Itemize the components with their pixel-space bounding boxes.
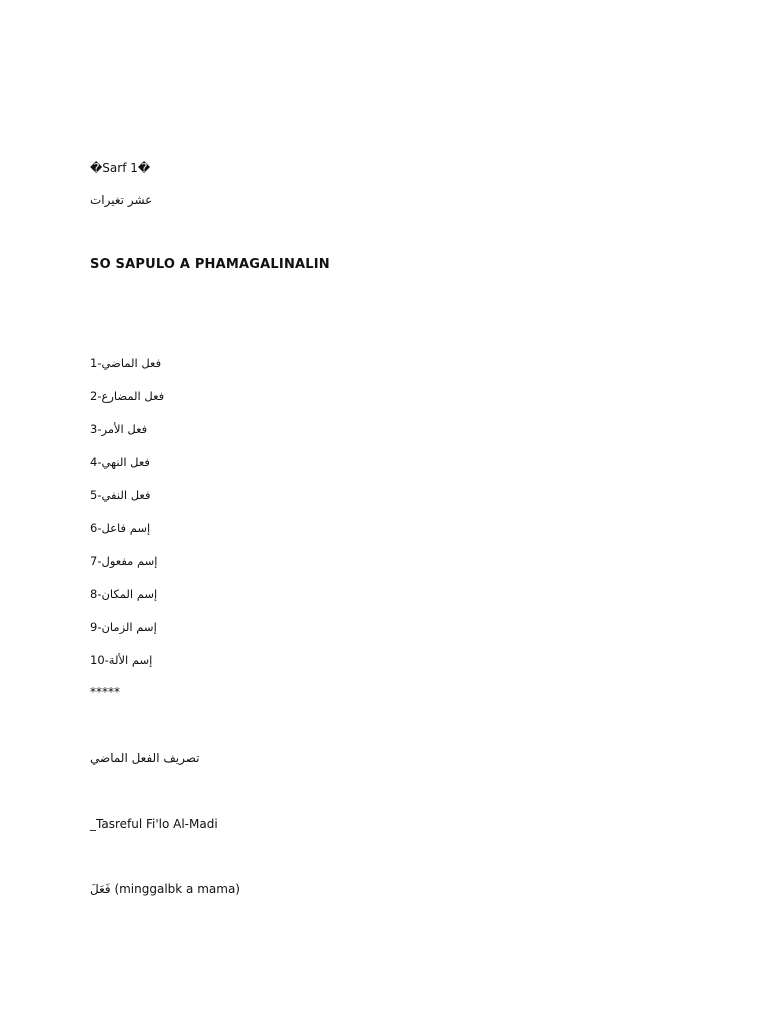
section-title-latin: _Tasreful Fi'lo Al-Madi: [90, 817, 218, 831]
page-heading: SO SAPULO A PHAMAGALINALIN: [90, 257, 330, 272]
list-item: 10-إسم الألة: [90, 653, 153, 667]
verb-example: فَعَلَ (minggalbk a mama): [90, 882, 240, 896]
separator: *****: [90, 685, 120, 699]
section-title-arabic: تصريف الفعل الماضي: [90, 751, 200, 765]
list-item: 1-فعل الماضي: [90, 356, 162, 370]
subject-line: �Sarf 1�: [90, 161, 151, 175]
list-item: 2-فعل المضارع: [90, 389, 165, 403]
list-item: 6-إسم فاعل: [90, 521, 151, 535]
list-item: 4-فعل النهي: [90, 455, 150, 469]
list-item: 3-فعل الأمر: [90, 422, 148, 436]
list-item: 9-إسم الزمان: [90, 620, 157, 634]
arabic-subtitle: عشر تغيرات: [90, 193, 153, 207]
list-item: 7-إسم مفعول: [90, 554, 158, 568]
list-item: 5-فعل النفي: [90, 488, 151, 502]
list-item: 8-إسم المكان: [90, 587, 158, 601]
